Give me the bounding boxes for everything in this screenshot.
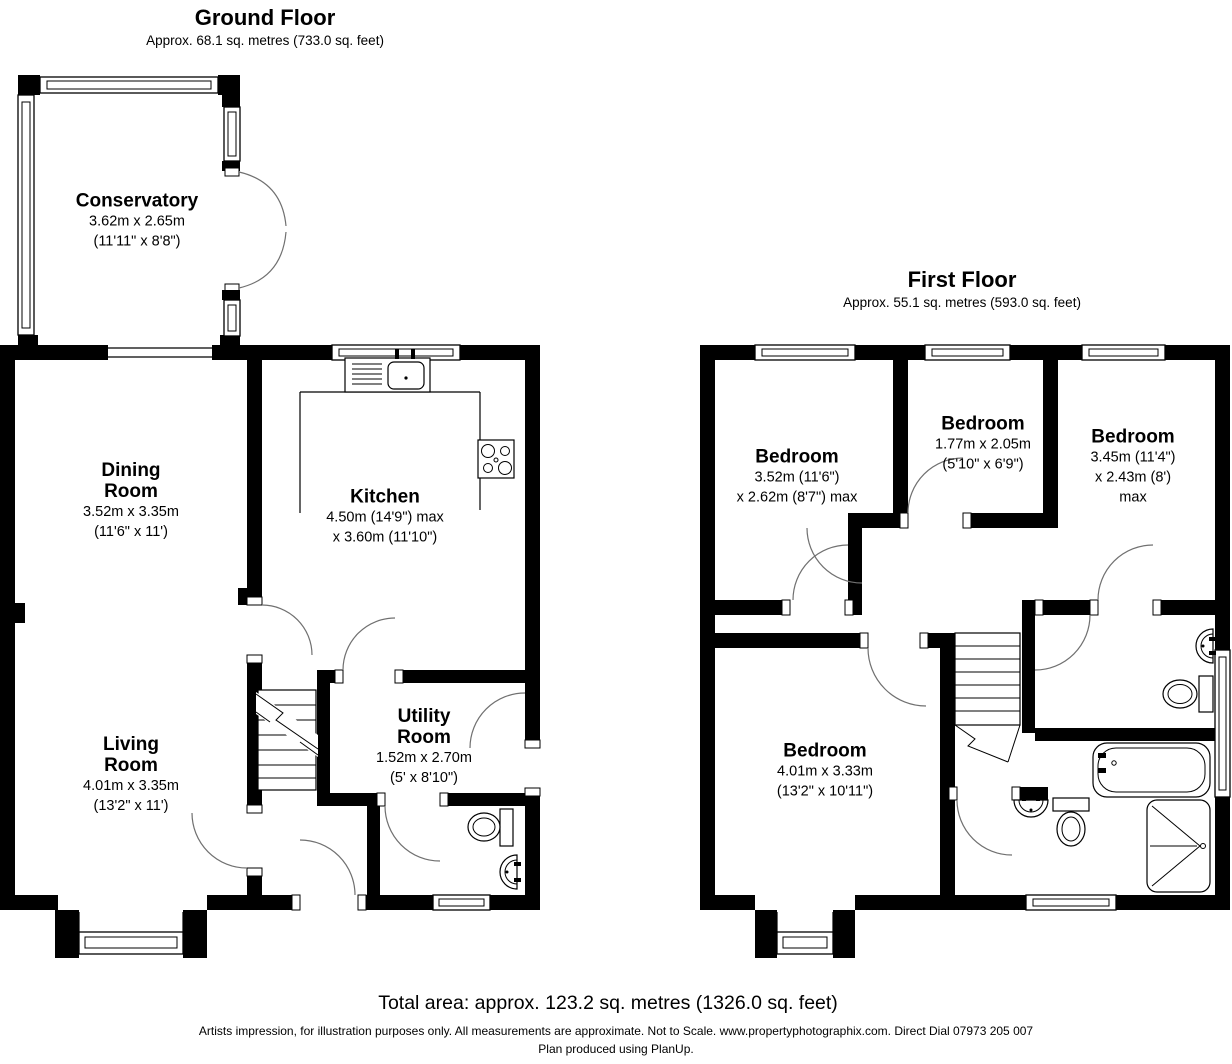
bedroom1-door-arc: [793, 545, 848, 600]
bathroom-side-window: [1215, 650, 1230, 797]
bedroom3-window: [1082, 345, 1165, 360]
produced-with-text: Plan produced using PlanUp.: [538, 1042, 694, 1056]
conservatory-left-window: [18, 95, 34, 335]
ground-exterior-walls: [0, 345, 540, 910]
room-label-conservatory: Conservatory 3.62m x 2.65m (11'11" x 8'8"): [75, 190, 199, 250]
conservatory-french-doors: [225, 168, 286, 292]
kitchen-door-arc: [262, 605, 312, 655]
ground-floor-area-text: Approx. 68.1 sq. metres (733.0 sq. feet): [146, 33, 384, 48]
wc-window: [433, 895, 490, 910]
utility-back-door: [525, 740, 540, 796]
room-label-bedroom2: Bedroom 1.77m x 2.05m (5'10" x 6'9"): [935, 413, 1031, 473]
bathroom-bottom-window: [1026, 895, 1116, 910]
toilet-icon-wc-first: [1163, 676, 1213, 712]
shower-icon: [1147, 800, 1210, 892]
room-label-dining: Dining Room 3.52m x 3.35m (11'6" x 11'): [83, 460, 179, 540]
bedroom1-window: [755, 345, 855, 360]
utility-back-door-arc: [470, 693, 525, 748]
room-label-kitchen: Kitchen 4.50m (14'9") max x 3.60m (11'10"): [326, 486, 444, 546]
room-label-living: Living Room 4.01m x 3.35m (13'2" x 11'): [83, 734, 179, 814]
conservatory-right-window-top: [224, 107, 240, 161]
room-label-utility: Utility Room 1.52m x 2.70m (5' x 8'10"): [376, 706, 472, 786]
conservatory-top-window: [40, 77, 218, 93]
room-label-bedroom4: Bedroom 4.01m x 3.33m (13'2" x 10'11"): [776, 740, 874, 800]
bathroom-door-arc: [957, 800, 1012, 855]
bath-icon: [1093, 743, 1210, 797]
ground-floor-title-text: Ground Floor: [194, 5, 336, 30]
bedroom2-window: [925, 345, 1010, 360]
total-area-text: Total area: approx. 123.2 sq. metres (1326.0 sq. feet): [378, 992, 838, 1014]
living-room-door-arc: [192, 813, 247, 868]
ground-floor-title: [146, 6, 384, 52]
room-label-bedroom1: Bedroom 3.52m (11'6") x 2.62m (8'7") max: [736, 446, 858, 506]
conservatory-right-window-bottom: [224, 300, 240, 336]
first-floor-title-text: First Floor: [907, 267, 1017, 292]
bedroom4-door-arc: [868, 648, 926, 706]
bedroom4-bay-window: [755, 910, 855, 958]
basin-icon-wc-first: [1196, 629, 1216, 663]
utility-door-arc: [343, 618, 395, 670]
living-room-bay-window: [55, 910, 207, 958]
conservatory-opening: [108, 345, 212, 360]
ground-windows: [55, 345, 490, 958]
ground-door-arcs: [192, 605, 525, 895]
wc-door-arc: [385, 806, 440, 861]
wc-first-door-arc: [1035, 615, 1090, 670]
room-label-bedroom3: Bedroom 3.45m (11'4") x 2.43m (8') max: [1090, 426, 1176, 506]
disclaimer-text: Artists impression, for illustration purposes only. All measurements are approximate. Not to Scale. www.propertyphotographix.com. Direct Dial 07973 205 007: [198, 1024, 1034, 1038]
toilet-icon-ground: [468, 809, 513, 846]
bedroom3-door-arc: [1098, 545, 1153, 600]
hob-icon: [478, 440, 514, 478]
staircase-first: [955, 633, 1020, 762]
staircase-ground: [256, 690, 318, 790]
basin-icon-ground: [500, 855, 521, 889]
first-floor-area-text: Approx. 55.1 sq. metres (593.0 sq. feet): [843, 295, 1081, 310]
toilet-icon-bathroom: [1053, 798, 1089, 846]
front-door-arc: [300, 840, 355, 895]
first-floor-title: [843, 268, 1081, 314]
